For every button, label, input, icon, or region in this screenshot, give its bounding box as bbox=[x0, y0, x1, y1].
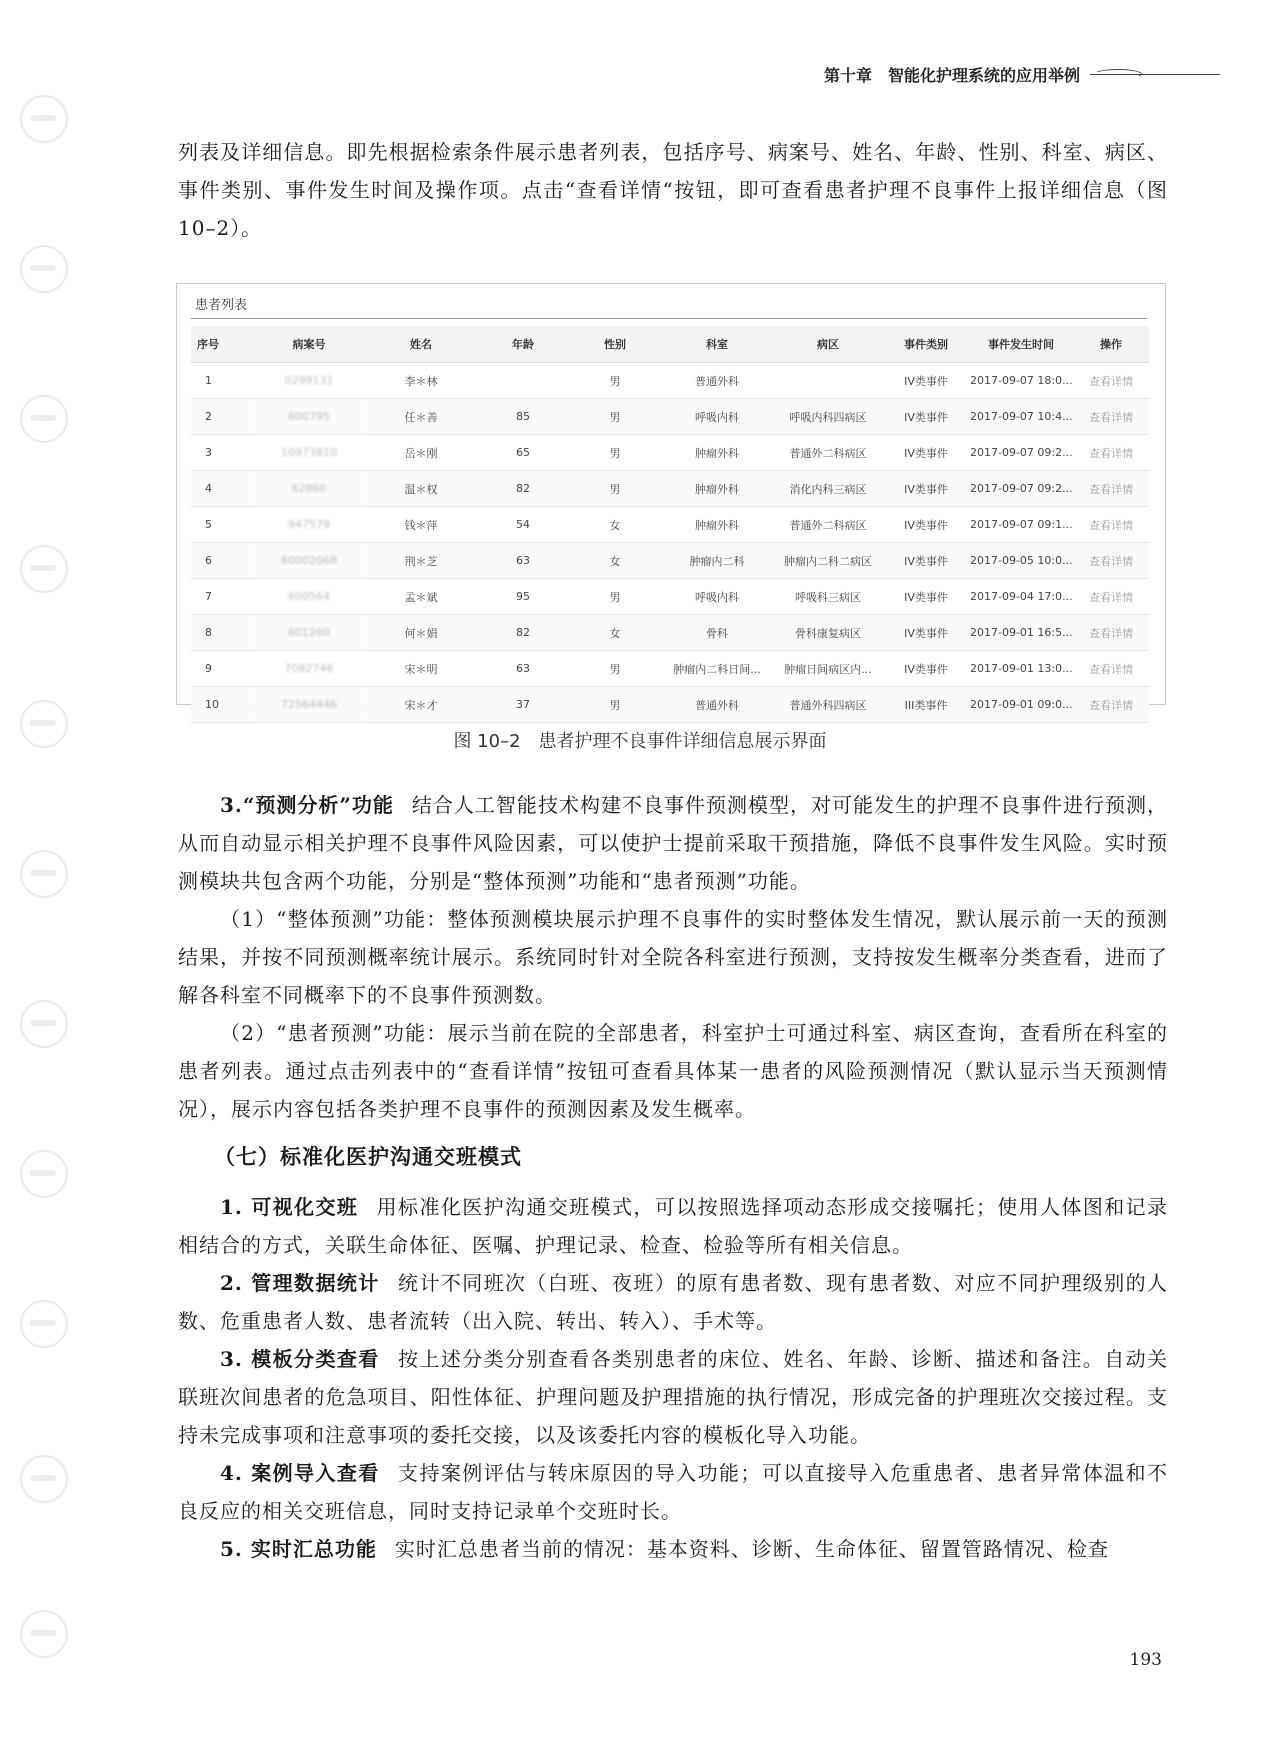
view-details-link[interactable]: 查看详情 bbox=[1073, 471, 1149, 507]
table-cell: IV类事件 bbox=[883, 471, 969, 507]
table-cell: 普通外科 bbox=[661, 687, 773, 723]
watermark-stamp bbox=[20, 245, 68, 293]
watermark-stamp bbox=[20, 1150, 68, 1198]
table-cell: IV类事件 bbox=[883, 435, 969, 471]
item-paragraph bbox=[178, 1264, 1168, 1340]
item-lead: 1. 可视化交班 bbox=[220, 1195, 359, 1219]
item-text: 实时汇总患者当前的情况：基本资料、诊断、生命体征、留置管路情况、检查 bbox=[394, 1537, 1109, 1561]
table-cell: 2017-09-01 09:0... bbox=[969, 687, 1073, 723]
table-cell: IV类事件 bbox=[883, 507, 969, 543]
watermark-stamp bbox=[20, 395, 68, 443]
table-cell: 何＊娟 bbox=[365, 615, 477, 651]
main-text bbox=[178, 786, 1168, 1568]
view-details-link[interactable]: 查看详情 bbox=[1073, 543, 1149, 579]
table-cell: 9 bbox=[191, 651, 253, 687]
record-number-cell: 601260 bbox=[253, 615, 365, 651]
table-cell: 宋＊才 bbox=[365, 687, 477, 723]
table-cell: 宋＊明 bbox=[365, 651, 477, 687]
item-paragraph bbox=[178, 1530, 1168, 1568]
table-cell: 女 bbox=[569, 507, 661, 543]
table-row[interactable] bbox=[191, 651, 1149, 687]
item-text: 支持案例评估与转床原因的导入功能；可以直接导入危重患者、患者异常体温和不良反应的相关交班信息，同时支持记录单个交班时长。 bbox=[178, 1461, 1169, 1523]
watermark-stamp bbox=[20, 1610, 68, 1658]
item-paragraph bbox=[178, 1188, 1168, 1264]
patient-list-title: 患者列表 bbox=[195, 298, 248, 313]
table-cell: IV类事件 bbox=[883, 579, 969, 615]
table-cell: 孟＊斌 bbox=[365, 579, 477, 615]
column-header: 操作 bbox=[1073, 326, 1149, 363]
table-row[interactable] bbox=[191, 363, 1149, 399]
table-cell: 2017-09-07 10:4... bbox=[969, 399, 1073, 435]
view-details-link[interactable]: 查看详情 bbox=[1073, 399, 1149, 435]
table-cell: 85 bbox=[477, 399, 569, 435]
section3-paragraph bbox=[178, 786, 1168, 900]
table-cell: 普通外二科病区 bbox=[773, 507, 883, 543]
sub1-paragraph: （1）“整体预测”功能：整体预测模块展示护理不良事件的实时整体发生情况，默认展示前一天的预测结果，并按不同预测概率统计展示。系统同时针对全院各科室进行预测，支持按发生概率分类查看，进而了解各科室不同概率下的不良事件预测数。 bbox=[178, 907, 1168, 1007]
table-row[interactable] bbox=[191, 687, 1149, 723]
sub2-paragraph: （2）“患者预测”功能：展示当前在院的全部患者，科室护士可通过科室、病区查询，查看所在科室的患者列表。通过点击列表中的“查看详情”按钮可查看具体某一患者的风险预测情况（默认显示当天预测情况），展示内容包括各类护理不良事件的预测因素及发生概率。 bbox=[178, 1021, 1168, 1121]
chapter-title: 第十章 智能化护理系统的应用举例 bbox=[823, 65, 1080, 85]
item-text: 统计不同班次（白班、夜班）的原有患者数、现有患者数、对应不同护理级别的人数、危重患者人数、患者流转（出入院、转出、转入）、手术等。 bbox=[178, 1271, 1169, 1333]
table-cell bbox=[773, 363, 883, 399]
watermark-stamp bbox=[20, 1455, 68, 1503]
table-cell: III类事件 bbox=[883, 687, 969, 723]
table-cell: 男 bbox=[569, 579, 661, 615]
column-header: 病区 bbox=[773, 326, 883, 363]
table-row[interactable] bbox=[191, 579, 1149, 615]
table-cell: IV类事件 bbox=[883, 363, 969, 399]
column-header: 年龄 bbox=[477, 326, 569, 363]
item-lead: 4. 案例导入查看 bbox=[220, 1461, 380, 1485]
view-details-link[interactable]: 查看详情 bbox=[1073, 435, 1149, 471]
table-cell: 63 bbox=[477, 543, 569, 579]
table-cell: 男 bbox=[569, 471, 661, 507]
item-text: 按上述分类分别查看各类别患者的床位、姓名、年龄、诊断、描述和备注。自动关联班次间患者的危急项目、阳性体征、护理问题及护理措施的执行情况，形成完备的护理班次交接过程。支持未完成事项和注意事项的委托交接，以及该委托内容的模板化导入功能。 bbox=[178, 1347, 1169, 1447]
table-cell: 呼吸科三病区 bbox=[773, 579, 883, 615]
table-cell: 钱＊萍 bbox=[365, 507, 477, 543]
table-cell: 温＊权 bbox=[365, 471, 477, 507]
view-details-link[interactable]: 查看详情 bbox=[1073, 651, 1149, 687]
table-cell: 1 bbox=[191, 363, 253, 399]
table-cell: 肿瘤外科 bbox=[661, 471, 773, 507]
watermark-stamp bbox=[20, 1000, 68, 1048]
column-header: 事件发生时间 bbox=[969, 326, 1073, 363]
table-cell: IV类事件 bbox=[883, 615, 969, 651]
table-cell: 5 bbox=[191, 507, 253, 543]
table-cell: 肿瘤内二科二病区 bbox=[773, 543, 883, 579]
view-details-link[interactable]: 查看详情 bbox=[1073, 687, 1149, 723]
view-details-link[interactable]: 查看详情 bbox=[1073, 363, 1149, 399]
table-cell: 95 bbox=[477, 579, 569, 615]
table-cell: 呼吸内科 bbox=[661, 579, 773, 615]
table-cell: 男 bbox=[569, 363, 661, 399]
section7-title: （七）标准化医护沟通交班模式 bbox=[214, 1145, 522, 1169]
table-cell: IV类事件 bbox=[883, 543, 969, 579]
table-cell: 2017-09-07 18:0... bbox=[969, 363, 1073, 399]
column-header: 姓名 bbox=[365, 326, 477, 363]
table-cell: 肿瘤外科 bbox=[661, 507, 773, 543]
table-cell: 消化内科三病区 bbox=[773, 471, 883, 507]
table-row[interactable] bbox=[191, 543, 1149, 579]
patient-list-figure bbox=[176, 283, 1166, 712]
table-cell: 普通外科四病区 bbox=[773, 687, 883, 723]
item-lead: 5. 实时汇总功能 bbox=[220, 1537, 377, 1561]
item-lead: 2. 管理数据统计 bbox=[220, 1271, 380, 1295]
item-paragraph bbox=[178, 1340, 1168, 1454]
record-number-cell: 62860 bbox=[253, 471, 365, 507]
table-cell: 荆＊芝 bbox=[365, 543, 477, 579]
table-row[interactable] bbox=[191, 435, 1149, 471]
record-number-cell: 10973810 bbox=[253, 435, 365, 471]
table-cell bbox=[477, 363, 569, 399]
table-cell: 82 bbox=[477, 615, 569, 651]
item-list bbox=[178, 1188, 1168, 1568]
table-cell: 63 bbox=[477, 651, 569, 687]
column-header: 病案号 bbox=[253, 326, 365, 363]
table-cell: 2017-09-01 13:0... bbox=[969, 651, 1073, 687]
table-cell: 82 bbox=[477, 471, 569, 507]
header-ornament bbox=[1090, 64, 1220, 84]
table-cell: 2017-09-04 17:0... bbox=[969, 579, 1073, 615]
table-cell: 骨科康复病区 bbox=[773, 615, 883, 651]
table-cell: 2017-09-05 10:0... bbox=[969, 543, 1073, 579]
table-cell: 骨科 bbox=[661, 615, 773, 651]
item-lead: 3. 模板分类查看 bbox=[220, 1347, 380, 1371]
column-header: 序号 bbox=[191, 326, 253, 363]
table-cell: 7 bbox=[191, 579, 253, 615]
table-row[interactable] bbox=[191, 507, 1149, 543]
table-cell: 3 bbox=[191, 435, 253, 471]
table-cell: IV类事件 bbox=[883, 651, 969, 687]
table-cell: 10 bbox=[191, 687, 253, 723]
table-cell: 男 bbox=[569, 399, 661, 435]
table-cell: 2 bbox=[191, 399, 253, 435]
table-cell: 8 bbox=[191, 615, 253, 651]
running-header bbox=[824, 62, 1220, 86]
table-cell: 普通外科 bbox=[661, 363, 773, 399]
page-number: 193 bbox=[1129, 1650, 1162, 1670]
table-header-row bbox=[191, 326, 1149, 363]
table-row[interactable] bbox=[191, 471, 1149, 507]
table-cell: 肿瘤内二科日间... bbox=[661, 651, 773, 687]
figure-caption: 图 10–2 患者护理不良事件详细信息展示界面 bbox=[453, 731, 827, 752]
table-row[interactable] bbox=[191, 615, 1149, 651]
patient-table bbox=[191, 326, 1149, 723]
table-cell: 37 bbox=[477, 687, 569, 723]
column-header: 事件类别 bbox=[883, 326, 969, 363]
view-details-link[interactable]: 查看详情 bbox=[1073, 579, 1149, 615]
table-cell: 肿瘤外科 bbox=[661, 435, 773, 471]
column-header: 科室 bbox=[661, 326, 773, 363]
record-number-cell: 60002068 bbox=[253, 543, 365, 579]
table-cell: 65 bbox=[477, 435, 569, 471]
table-cell: 54 bbox=[477, 507, 569, 543]
table-cell: IV类事件 bbox=[883, 399, 969, 435]
table-cell: 男 bbox=[569, 435, 661, 471]
table-cell: 女 bbox=[569, 543, 661, 579]
record-number-cell: 72564446 bbox=[253, 687, 365, 723]
table-cell: 男 bbox=[569, 651, 661, 687]
intro-block bbox=[178, 133, 1168, 247]
column-header: 性别 bbox=[569, 326, 661, 363]
table-cell: 女 bbox=[569, 615, 661, 651]
table-cell: 男 bbox=[569, 687, 661, 723]
watermark-stamp bbox=[20, 545, 68, 593]
table-cell: 普通外二科病区 bbox=[773, 435, 883, 471]
item-paragraph bbox=[178, 1454, 1168, 1530]
item-text: 用标准化医护沟通交班模式，可以按照选择项动态形成交接嘱托；使用人体图和记录相结合的方式，关联生命体征、医嘱、护理记录、检查、检验等所有相关信息。 bbox=[178, 1195, 1169, 1257]
table-cell: 李＊林 bbox=[365, 363, 477, 399]
table-cell: 肿瘤内二科 bbox=[661, 543, 773, 579]
view-details-link[interactable]: 查看详情 bbox=[1073, 615, 1149, 651]
section3-text: 结合人工智能技术构建不良事件预测模型，对可能发生的护理不良事件进行预测，从而自动显示相关护理不良事件风险因素，可以使护士提前采取干预措施，降低不良事件发生风险。实时预测模块共包含两个功能，分别是“整体预测”功能和“患者预测”功能。 bbox=[178, 793, 1169, 893]
table-cell: 岳＊刚 bbox=[365, 435, 477, 471]
table-cell: 6 bbox=[191, 543, 253, 579]
table-cell: 肿瘤日间病区内... bbox=[773, 651, 883, 687]
table-cell: 4 bbox=[191, 471, 253, 507]
view-details-link[interactable]: 查看详情 bbox=[1073, 507, 1149, 543]
watermark-stamp bbox=[20, 95, 68, 143]
table-row[interactable] bbox=[191, 399, 1149, 435]
table-cell: 2017-09-07 09:2... bbox=[969, 435, 1073, 471]
record-number-cell: 7082746 bbox=[253, 651, 365, 687]
record-number-cell: 600795 bbox=[253, 399, 365, 435]
title-divider bbox=[191, 318, 1147, 319]
record-number-cell: 947579 bbox=[253, 507, 365, 543]
table-cell: 呼吸内科四病区 bbox=[773, 399, 883, 435]
table-cell: 任＊善 bbox=[365, 399, 477, 435]
table-cell: 2017-09-07 09:1... bbox=[969, 507, 1073, 543]
table-cell: 2017-09-07 09:2... bbox=[969, 471, 1073, 507]
intro-paragraph: 列表及详细信息。即先根据检索条件展示患者列表，包括序号、病案号、姓名、年龄、性别、科室、病区、事件类别、事件发生时间及操作项。点击“查看详情“按钮，即可查看患者护理不良事件上报详细信息（图 10–2）。 bbox=[178, 140, 1168, 240]
table-cell: 2017-09-01 16:5... bbox=[969, 615, 1073, 651]
table-cell: 呼吸内科 bbox=[661, 399, 773, 435]
watermark-stamp bbox=[20, 850, 68, 898]
record-number-cell: 0299131 bbox=[253, 363, 365, 399]
section3-lead: 3.“预测分析”功能 bbox=[220, 793, 394, 817]
record-number-cell: 600564 bbox=[253, 579, 365, 615]
watermark-stamp bbox=[20, 1300, 68, 1348]
